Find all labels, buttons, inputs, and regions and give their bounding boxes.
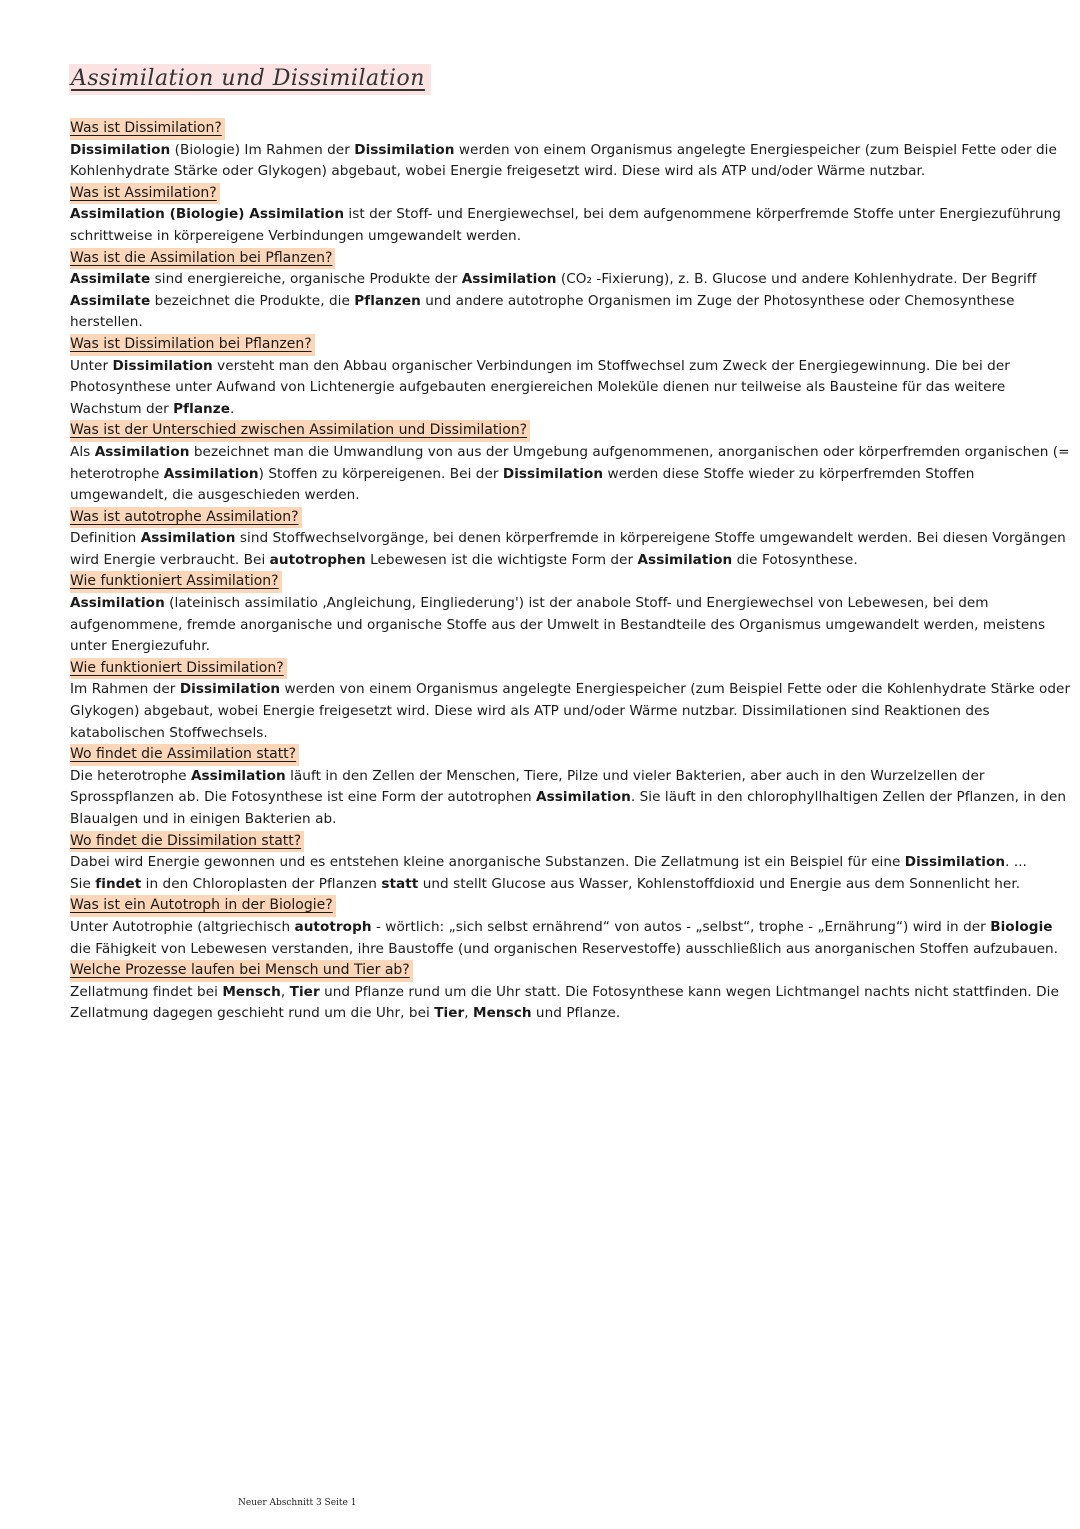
qa-section <box>70 420 1072 506</box>
qa-section <box>70 118 1072 183</box>
qa-section <box>70 895 1072 960</box>
question-heading: Welche Prozesse laufen bei Mensch und Tier ab? <box>70 960 413 982</box>
qa-section <box>70 658 1072 744</box>
question-heading: Was ist Dissimilation? <box>70 118 225 140</box>
answer-text: Im Rahmen der Dissimilation werden von einem Organismus angelegte Energiespeicher (zum Beispiel Fette oder die Kohlenhydrate Stärke oder Glykogen) abgebaut, wobei Energie freigesetzt wird. Diese wird als ATP und/oder Wärme nutzbar. Dissimilationen sind Reaktionen des katabolischen Stoffwechsels. <box>70 681 1071 741</box>
answer-text: Assimilation (Biologie) Assimilation ist der Stoff- und Energiewechsel, bei dem aufgenommene körperfremde Stoffe unter Energiezuführung schrittweise in körpereigene Verbindungen umgewandelt werden. <box>70 206 1061 244</box>
answer-text: Assimilation (lateinisch assimilatio ‚Angleichung, Eingliederung') ist der anabole Stoff- und Energiewechsel von Lebewesen, bei dem aufgenommene, fremde anorganische und organische Stoffe aus der Umwelt in Bestandteile des Organismus umgewandelt werden, meistens unter Energiezufuhr. <box>70 595 1046 655</box>
answer-text: Dabei wird Energie gewonnen und es entstehen kleine anorganische Substanzen. Die Zellatmung ist ein Beispiel für eine Dissimilation. ... Sie findet in den Chloroplasten der Pflanzen statt und stellt Glucose aus Wasser, Kohlenstoffdioxid und Energie aus dem Sonnenlicht her. <box>70 854 1027 892</box>
question-heading: Wie funktioniert Dissimilation? <box>70 658 287 680</box>
answer-text: Unter Autotrophie (altgriechisch autotroph - wörtlich: „sich selbst ernährend“ von autos - „selbst“, trophe - „Ernährung“) wird in der Biologie die Fähigkeit von Lebewesen verstanden, ihre Baustoffe (und organischen Reservestoffe) ausschließlich aus anorganischen Stoffen aufzubauen. <box>70 918 1059 957</box>
qa-section <box>70 507 1072 572</box>
question-heading: Was ist Assimilation? <box>70 183 220 205</box>
answer-text: Dissimilation (Biologie) Im Rahmen der Dissimilation werden von einem Organismus angelegte Energiespeicher (zum Beispiel Fette oder die Kohlenhydrate Stärke oder Glykogen) abgebaut, wobei Energie freigesetzt wird. Diese wird als ATP und/oder Wärme nutzbar. <box>70 141 1057 180</box>
page-footer: Neuer Abschnitt 3 Seite 1 <box>238 1498 357 1508</box>
question-heading: Wo findet die Dissimilation statt? <box>70 831 304 853</box>
qa-section <box>70 831 1072 896</box>
question-heading: Wie funktioniert Assimilation? <box>70 571 282 593</box>
answer-text: Unter Dissimilation versteht man den Abbau organischer Verbindungen im Stoffwechsel zum Zweck der Energiegewinnung. Die bei der Photosynthese unter Aufwand von Lichtenergie aufgebauten energiereichen Moleküle dienen nur teilweise als Bausteine für das weitere Wachstum der Pflanze. <box>70 357 1010 417</box>
page-title: Assimilation und Dissimilation <box>69 64 431 95</box>
answer-text: Definition Assimilation sind Stoffwechselvorgänge, bei denen körperfremde in körpereigene Stoffe umgewandelt werden. Bei diesen Vorgängen wird Energie verbraucht. Bei autotrophen Lebewesen ist die wichtigste Form der Assimilation die Fotosynthese. <box>70 530 1066 568</box>
answer-text: Die heterotrophe Assimilation läuft in den Zellen der Menschen, Tiere, Pilze und vieler Bakterien, aber auch in den Wurzelzellen der Sprosspflanzen ab. Die Fotosynthese ist eine Form der autotrophen Assimilation. Sie läuft in den chlorophyllhaltigen Zellen der Pflanzen, in den Blaualgen und in einigen Bakterien ab. <box>70 767 1067 827</box>
question-heading: Wo findet die Assimilation statt? <box>70 744 299 766</box>
question-heading: Was ist die Assimilation bei Pflanzen? <box>70 248 335 270</box>
qa-section <box>70 571 1072 657</box>
qa-content <box>70 118 1072 1025</box>
answer-text: Zellatmung findet bei Mensch, Tier und Pflanze rund um die Uhr statt. Die Fotosynthese kann wegen Lichtmangel nachts nicht stattfinden. Die Zellatmung dagegen geschieht rund um die Uhr, bei Tier, Mensch und Pflanze. <box>70 983 1059 1022</box>
question-heading: Was ist autotrophe Assimilation? <box>70 507 302 529</box>
qa-section <box>70 960 1072 1025</box>
question-heading: Was ist Dissimilation bei Pflanzen? <box>70 334 315 356</box>
qa-section <box>70 248 1072 334</box>
question-heading: Was ist der Unterschied zwischen Assimilation und Dissimilation? <box>70 420 530 442</box>
qa-section <box>70 744 1072 830</box>
question-heading: Was ist ein Autotroph in der Biologie? <box>70 895 336 917</box>
answer-text: Assimilate sind energiereiche, organische Produkte der Assimilation (CO₂ -Fixierung), z. B. Glucose und andere Kohlenhydrate. Der Begriff Assimilate bezeichnet die Produkte, die Pflanzen und andere autotrophe Organismen im Zuge der Photosynthese oder Chemosynthese herstellen. <box>70 271 1037 331</box>
qa-section <box>70 183 1072 248</box>
qa-section <box>70 334 1072 420</box>
answer-text: Als Assimilation bezeichnet man die Umwandlung von aus der Umgebung aufgenommenen, anorganischen oder körperfremden organischen (= heterotrophe Assimilation) Stoffen zu körpereigenen. Bei der Dissimilation werden diese Stoffe wieder zu körperfremden Stoffen umgewandelt, die ausgeschieden werden. <box>70 443 1070 504</box>
